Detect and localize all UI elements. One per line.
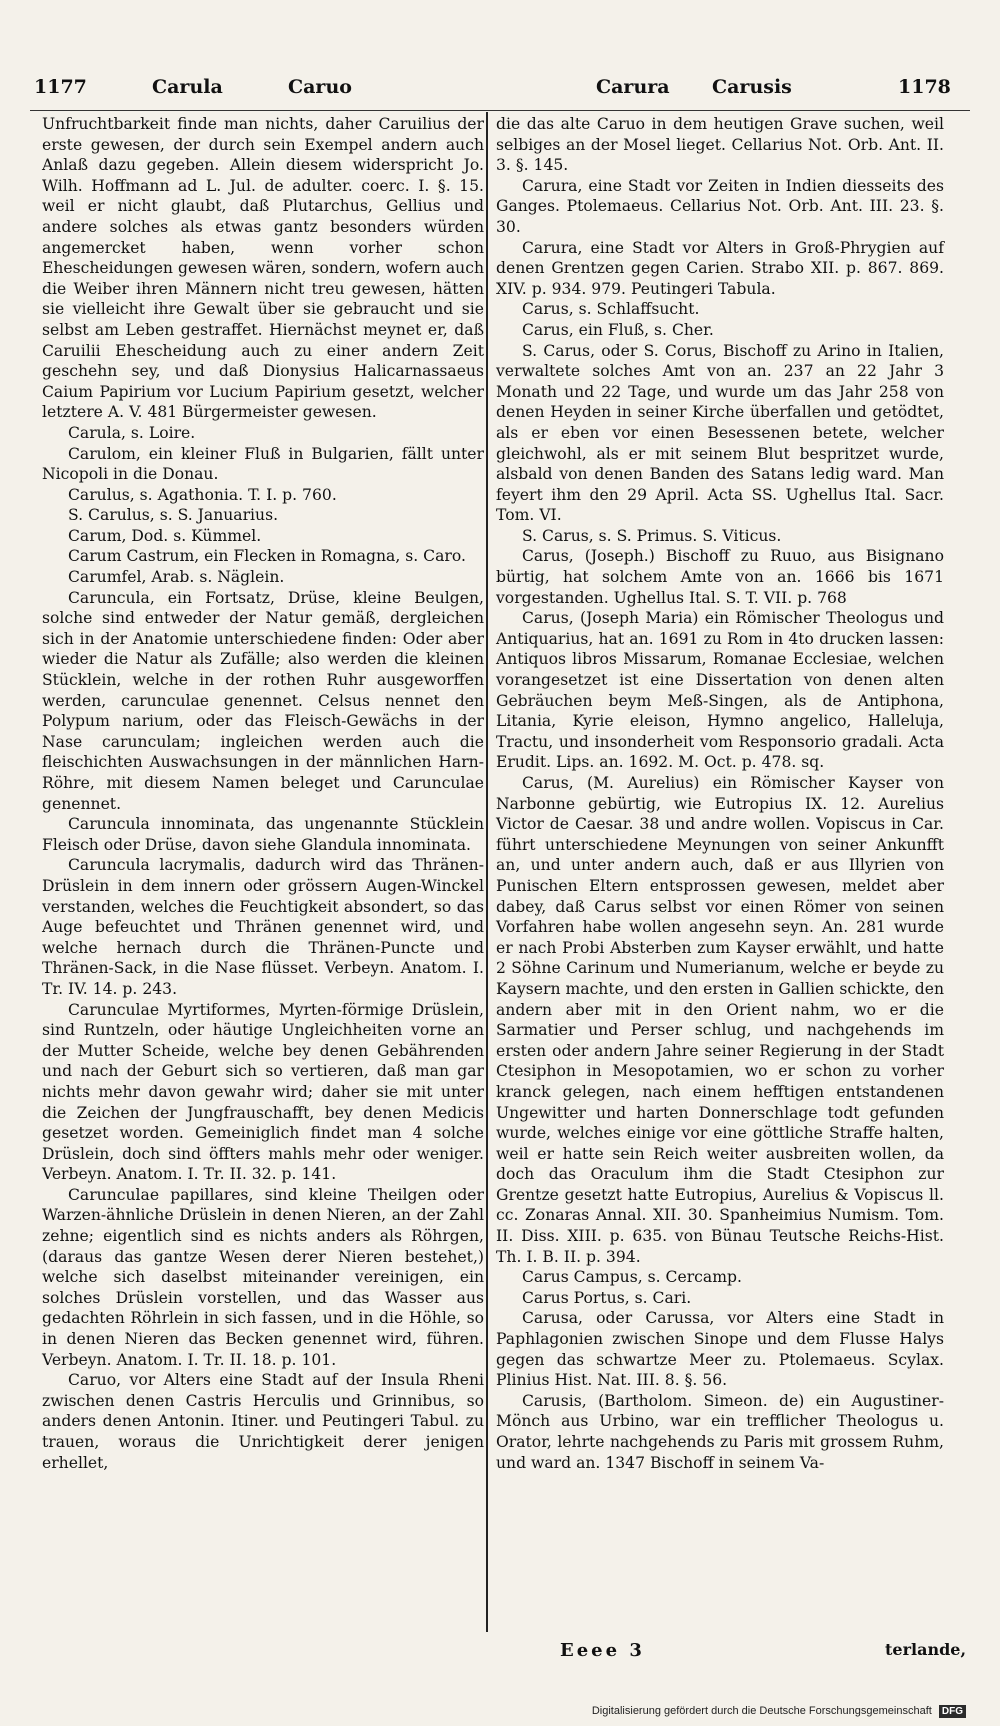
entry-carus-schlaffsucht: Carus, s. Schlaffsucht.	[522, 300, 700, 319]
entry-caruo: Caruo, vor Alters eine Stadt auf der Insula Rheni zwischen denen Castris Herculis und Grinnibus, so anders denen Antonin. Itiner. und Peutingeri Tabul. zu trauen, woraus die Unrichtigkeit derer jenigen erhellet,	[42, 1371, 484, 1472]
catchword: terlande,	[885, 1640, 967, 1659]
entry-carus-aurelius: Carus, (M. Aurelius) ein Römischer Kayser von Narbonne gebürtig, wie Eutropius IX. 12. Aurelius Victor de Caesar. 38 und andre wollen. Vopiscus in Car. führt unterschiedene Meynungen von seiner Ankunfft an, und unter andern auch, daß er aus Illyrien von Punischen Eltern entsprossen gewesen, meldet aber dabey, daß Carus selbst vor einen Römer von seinen Vorfahren habe wollen angesehn seyn. An. 281 wurde er nach Probi Absterben zum Kayser erwählt, und hatte 2 Söhne Carinum und Numerianum, welche er beyde zu Kaysern machte, und den ersten in Gallien schickte, den andern aber mit in den Orient nahm, wo er die Sarmatier und Perser schlug, und nachgehends im ersten oder andern Jahre seiner Regierung in der Stadt Ctesiphon in Mesopotamien, wo er schon zu vorher kranck gelegen, nach einem hefftigen entstandenen Ungewitter und harten Donnerschlage todt gefunden wurde, welches einige vor eine göttliche Straffe halten, weil er hatte sein Reich weiter ausbreiten wollen, da doch das Oraculum ihm die Stadt Ctesiphon zur Grentze gesetzt hatte Eutropius, Aurelius & Vopiscus ll. cc. Zonaras Annal. XII. 30. Spanheimius Numism. Tom. II. Diss. XIII. p. 635. von Bünau Teutsche Reichs-Hist. Th. I. B. II. p. 394.	[496, 774, 944, 1266]
entry-s-carus-primus: S. Carus, s. S. Primus. S. Viticus.	[522, 526, 782, 545]
dfg-logo: DFG	[939, 1705, 966, 1718]
entry-carus-joseph: Carus, (Joseph.) Bischoff zu Ruuo, aus Bisignano bürtig, hat solchem Amte von an. 1666 bis 1671 vorgestanden. Ughellus Ital. S. T. VII. p. 768	[496, 547, 944, 607]
entry-carusis: Carusis, (Bartholom. Simeon. de) ein Augustiner-Mönch aus Urbino, war ein trefflicher Theologus u. Orator, lehrte nachgehends zu Paris mit grossem Ruhm, und ward an. 1347 Bischoff in seinem Va-	[496, 1391, 944, 1472]
entry-carulus: Carulus, s. Agathonia. T. I. p. 760.	[68, 485, 337, 504]
entry-caruncula-lacrymalis: Caruncula lacrymalis, dadurch wird das Thränen-Drüslein in dem innern oder grössern Augen-Winckel verstanden, welches die Feuchtigkeit absondert, so das Auge befeuchtet und Thränen genennet wird, und welche hernach durch die Thränen-Puncte und Thränen-Sack, in die Nase flüsset. Verbeyn. Anatom. I. Tr. IV. 14. p. 243.	[42, 856, 484, 998]
left-column	[42, 114, 484, 1473]
signature-mark: Eeee 3	[560, 1640, 645, 1661]
page-number-right: 1178	[898, 76, 951, 98]
entry-carumfel: Carumfel, Arab. s. Näglein.	[68, 568, 285, 587]
entry-caruncula: Caruncula, ein Fortsatz, Drüse, kleine Beulgen, solche sind entweder der Natur gemäß, dergleichen sich in der Anatomie unterschiedene finden: Oder aber wieder die Natur als Zufälle; also werden die kleinen Stücklein, welche in der rothen Ruhr ausgeworffen werden, carunculae genennet. Celsus nennet den Polypum narium, oder das Fleisch-Gewächs in der Nase carunculam; ingleichen werden auch die fleischichten Auswachsungen in der männlichen Harn-Röhre, mit diesem Namen beleget und Carunculae genennet.	[42, 588, 484, 813]
column-divider	[486, 112, 488, 1632]
digitization-credit	[592, 1705, 966, 1718]
entry-s-carulus: S. Carulus, s. S. Januarius.	[68, 506, 279, 525]
running-head-right-1: Carura	[596, 76, 670, 98]
running-head-right-2: Carusis	[712, 76, 792, 98]
entry-carum: Carum, Dod. s. Kümmel.	[68, 526, 262, 545]
running-head-left-2: Caruo	[288, 76, 352, 98]
entry-carus-joseph-maria: Carus, (Joseph Maria) ein Römischer Theologus und Antiquarius, hat an. 1691 zu Rom in 4to drucken lassen: Antiquos libros Missarum, Romanae Ecclesiae, welchen vorangesetzet ist eine Dissertation von denen alten Gebräuchen beym Meß-Singen, als de Antiphona, Litania, Kyrie eleison, Hymno angelico, Halleluja, Tractu, und insonderheit vom Responsorio gradali. Acta Erudit. Lips. an. 1692. M. Oct. p. 478. sq.	[496, 609, 944, 772]
header-rule	[30, 110, 970, 111]
entry-carunculae-papillares: Carunculae papillares, sind kleine Theilgen oder Warzen-ähnliche Drüslein in denen Nieren, an der Zahl zehne; eigentlich sind es nichts anders als Röhrgen, (daraus das gantze Wesen derer Nieren bestehet,) welche sich daselbst miteinander vereinigen, ein solches Drüslein vorstellen, und das Wasser aus gedachten Röhrlein in sich fassen, und in die Höhle, so in denen Nieren das Becken genennet wird, führen. Verbeyn. Anatom. I. Tr. II. 18. p. 101.	[42, 1185, 484, 1369]
entry-carus-portus: Carus Portus, s. Cari.	[522, 1288, 692, 1307]
right-column	[496, 114, 944, 1473]
entry-carunculae-myrtiformes: Carunculae Myrtiformes, Myrten-förmige Drüslein, sind Runtzeln, oder häutige Ungleichheiten vorne an der Mutter Scheide, welche bey denen Gebährenden und nach der Geburt sich so vertieren, daß man gar nichts mehr davon gewahr wird; daher sie mit unter die Zeichen der Jungfrauschafft, bey denen Medicis gesetzet worden. Gemeiniglich findet man 4 solche Drüslein, doch sind öffters mahls mehr oder weniger. Verbeyn. Anatom. I. Tr. II. 32. p. 141.	[42, 1000, 484, 1184]
entry-carura-phrygien: Carura, eine Stadt vor Alters in Groß-Phrygien auf denen Grentzen gegen Carien. Strabo XII. p. 867. 869. XIV. p. 934. 979. Peutingeri Tabula.	[496, 238, 944, 298]
entry-carura-indien: Carura, eine Stadt vor Zeiten in Indien diesseits des Ganges. Ptolemaeus. Cellarius Not. Orb. Ant. III. 23. §. 30.	[496, 176, 944, 236]
entry-carusa: Carusa, oder Carussa, vor Alters eine Stadt in Paphlagonien zwischen Sinope und dem Flusse Halys gegen das schwartze Meer zu. Ptolemaeus. Scylax. Plinius Hist. Nat. III. 8. §. 56.	[496, 1309, 944, 1390]
running-head-left-1: Carula	[152, 76, 223, 98]
entry-caruncula-innominata: Caruncula innominata, das ungenannte Stücklein Fleisch oder Drüse, davon siehe Glandula innominata.	[42, 815, 484, 854]
page-number-left: 1177	[34, 76, 87, 98]
entry-s-carus-corus: S. Carus, oder S. Corus, Bischoff zu Arino in Italien, verwaltete solches Amt von an. 237 an 22 Jahr 3 Monath und 22 Tage, und wurde um das Jahr 258 von denen Heyden in seiner Kirche überfallen und getödtet, als er eben vor einen Besessenen betete, welcher gleichwohl, als er mit seinem Blut bespritzet wurde, alsbald von denen Banden des Satans ledig ward. Man feyert ihm den 29 April. Acta SS. Ughellus Ital. Sacr. Tom. VI.	[496, 341, 944, 525]
entry-carula: Carula, s. Loire.	[68, 423, 196, 442]
entry-caruilius-cont: Unfruchtbarkeit finde man nichts, daher Caruilius der erste gewesen, der durch sein Exempel andern auch Anlaß dazu gegeben. Allein diesem widerspricht Jo. Wilh. Hoffmann ad L. Jul. de adulter. coerc. I. §. 15. weil er nicht glaubt, daß Plutarchus, Gellius und andere solches als etwas gantz besonders würden angemercket haben, wenn vorher schon Ehescheidungen gewesen wären, sondern, wofern auch die Weiber ihren Männern nicht treu gewesen, hätten sie vielleicht ihre Gewalt über sie gebraucht und sie selbst am Leben gestraffet. Hiernächst meynet er, daß Caruilii Ehescheidung auch zu einer andern Zeit geschehn sey, und daß Dionysius Halicarnassaeus Caium Papirium vor Lucium Papirium gesetzt, welcher letztere A. V. 481 Bürgermeister gewesen.	[42, 115, 484, 422]
entry-carus-fluss: Carus, ein Fluß, s. Cher.	[522, 320, 714, 339]
entry-carus-campus: Carus Campus, s. Cercamp.	[522, 1268, 742, 1287]
credit-text: Digitalisierung gefördert durch die Deutsche Forschungsgemeinschaft	[591, 1705, 932, 1717]
entry-carum-castrum: Carum Castrum, ein Flecken in Romagna, s. Caro.	[68, 547, 466, 566]
entry-carulom: Carulom, ein kleiner Fluß in Bulgarien, fällt unter Nicopoli in die Donau.	[42, 444, 484, 484]
entry-caruo-cont: die das alte Caruo in dem heutigen Grave suchen, weil selbiges an der Mosel lieget. Cellarius Not. Orb. Ant. II. 3. §. 145.	[496, 115, 944, 175]
